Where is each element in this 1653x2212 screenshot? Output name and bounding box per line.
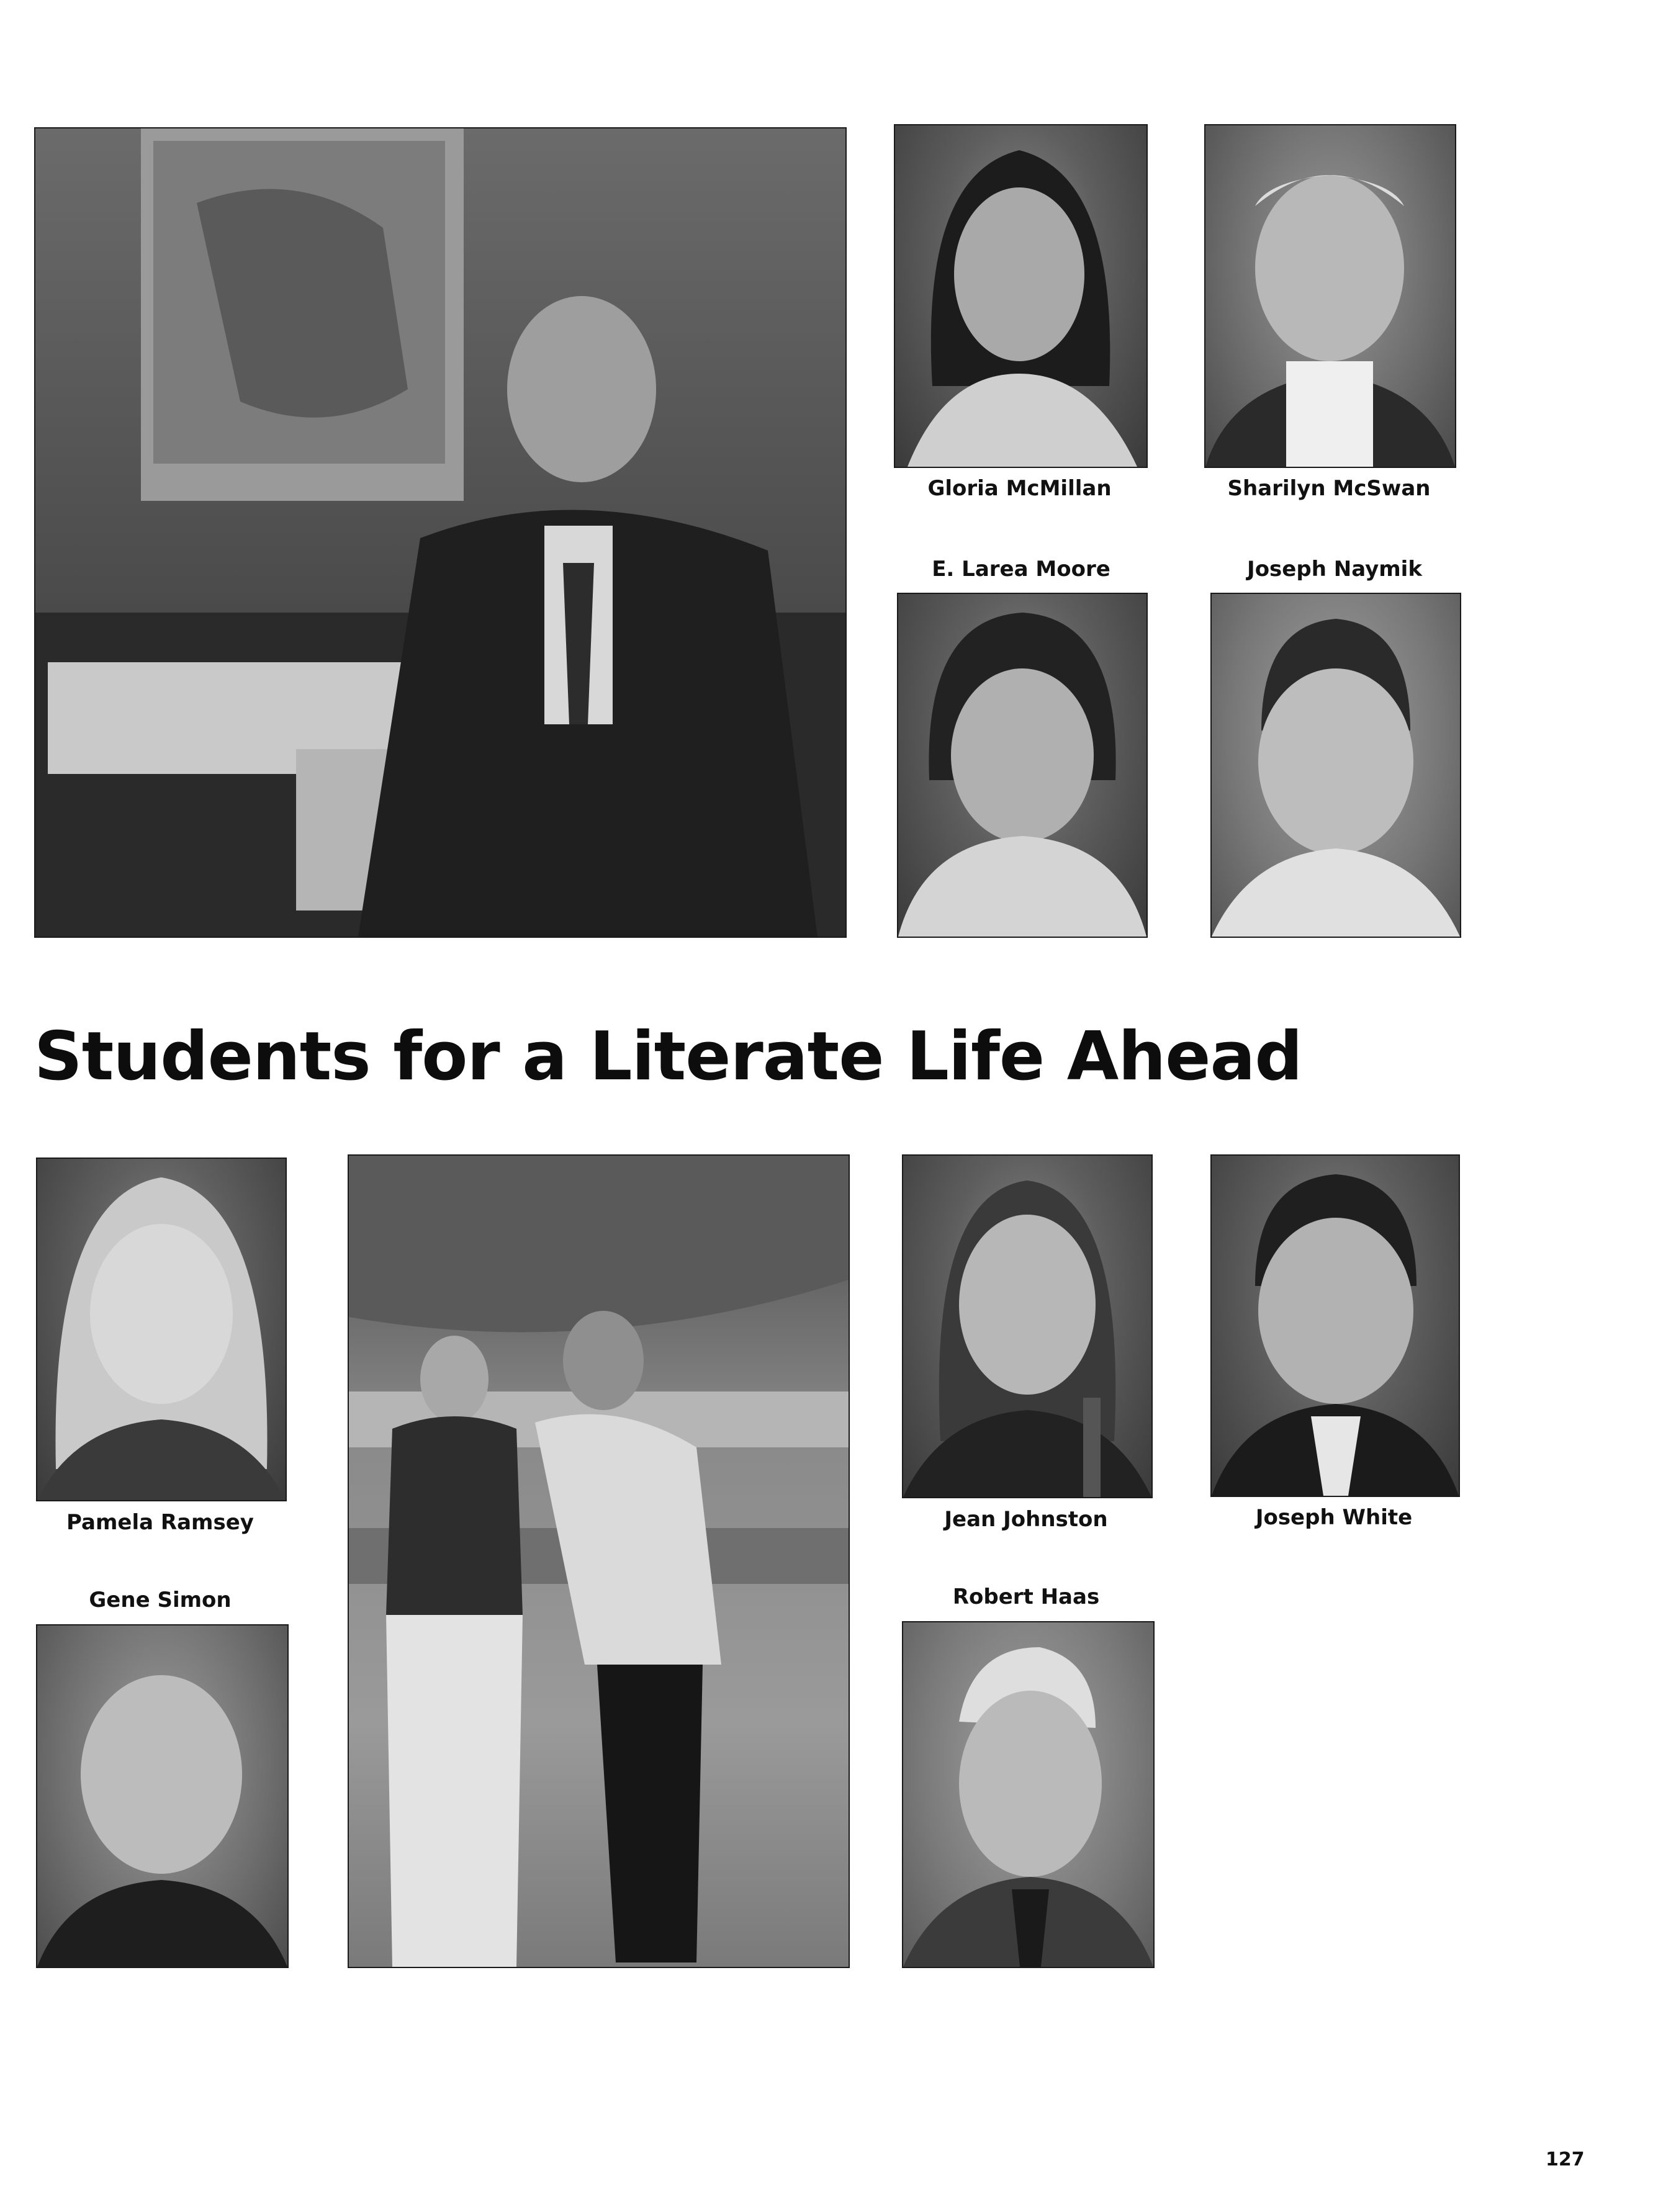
caption-gloria-mcmillan: Gloria McMillan <box>927 476 1112 501</box>
portrait-figure <box>903 1156 1151 1497</box>
caption-robert-haas: Robert Haas <box>952 1585 1100 1609</box>
classroom-scene <box>35 128 845 937</box>
portrait-joseph-white <box>1210 1154 1460 1497</box>
portrait-robert-haas <box>902 1621 1155 1968</box>
caption-gene-simon: Gene Simon <box>89 1588 232 1612</box>
outdoor-scene <box>349 1156 849 1967</box>
caption-joseph-naymik: Joseph Naymik <box>1247 557 1422 582</box>
portrait-sharilyn-mcswan <box>1204 124 1456 468</box>
portrait-gene-simon <box>36 1624 289 1968</box>
portrait-pamela-ramsey <box>36 1158 287 1501</box>
portrait-figure <box>903 1622 1153 1967</box>
portrait-figure <box>37 1625 287 1967</box>
caption-sharilyn-mcswan: Sharilyn McSwan <box>1227 476 1431 501</box>
portrait-joseph-naymik <box>1210 593 1461 938</box>
portrait-larea-moore <box>897 593 1148 938</box>
classroom-teacher-photo <box>34 127 847 938</box>
caption-pamela-ramsey: Pamela Ramsey <box>66 1510 254 1535</box>
portrait-figure <box>1212 594 1460 937</box>
portrait-figure <box>1205 125 1455 467</box>
caption-jean-johnston: Jean Johnston <box>944 1507 1108 1532</box>
portrait-jean-johnston <box>902 1154 1153 1498</box>
outdoor-teachers-photo <box>348 1154 850 1968</box>
caption-joseph-white: Joseph White <box>1255 1505 1413 1530</box>
portrait-gloria-mcmillan <box>894 124 1148 468</box>
portrait-figure <box>898 594 1146 937</box>
portrait-figure <box>895 125 1146 467</box>
page-headline: Students for a Literate Life Ahead <box>34 1018 1302 1095</box>
page-number: 127 <box>1546 2149 1585 2170</box>
portrait-figure <box>1212 1156 1459 1496</box>
caption-larea-moore: E. Larea Moore <box>932 557 1110 582</box>
portrait-figure <box>37 1159 286 1500</box>
